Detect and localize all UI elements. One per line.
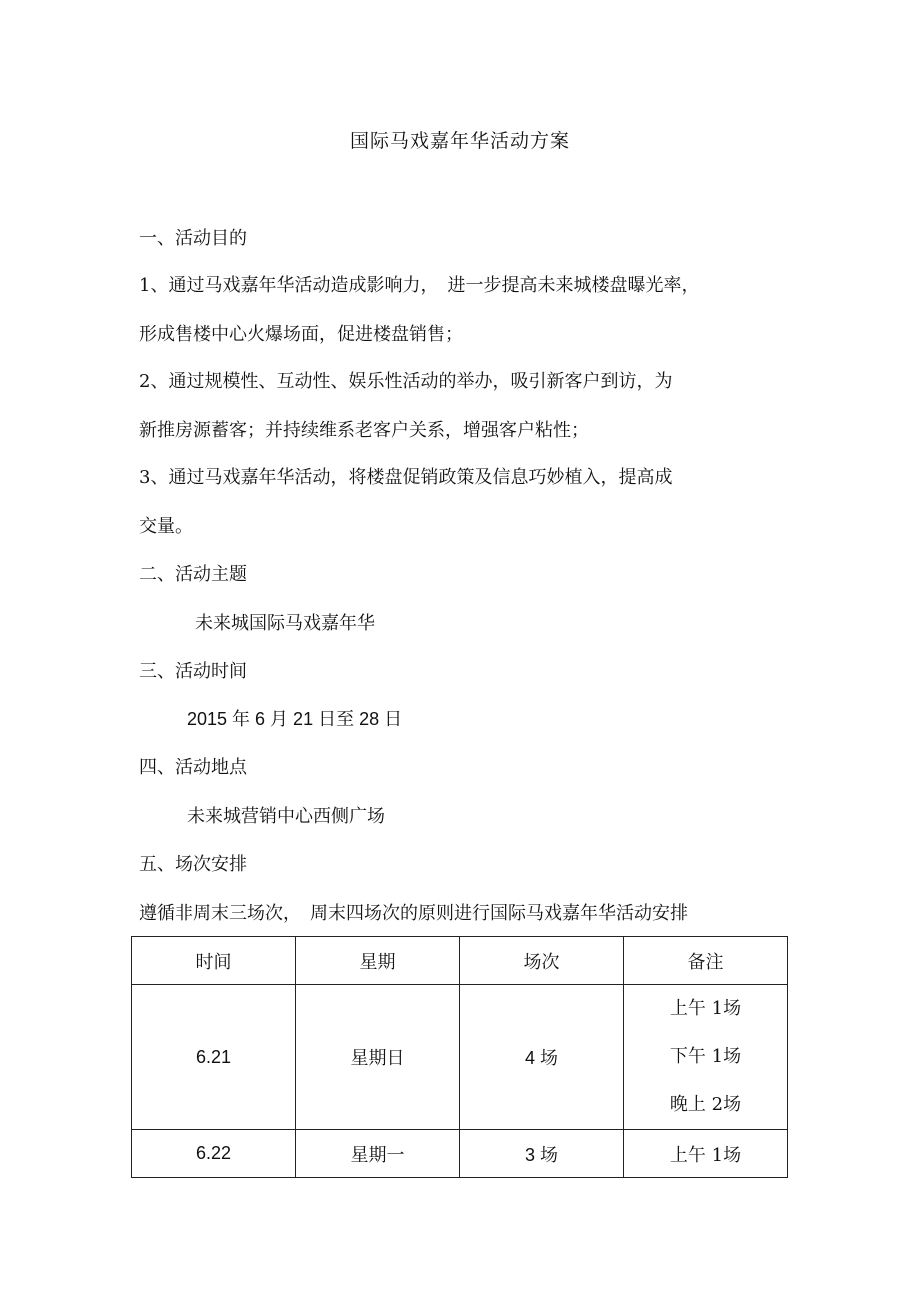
section-1-heading: 一、活动目的 — [139, 228, 247, 249]
paragraph-1-line-2: 形成售楼中心火爆场面，促进楼盘销售； — [139, 324, 463, 345]
note-line: 晚上 2场 — [669, 1094, 742, 1115]
row-sessions: 3 场 — [460, 1130, 624, 1178]
row-date: 6.22 — [132, 1130, 296, 1178]
schedule-table — [131, 936, 788, 1178]
schedule-intro: 遵循非周末三场次， 周末四场次的原则进行国际马戏嘉年华活动安排 — [139, 903, 688, 924]
row-date: 6.21 — [132, 985, 296, 1130]
section-5-heading: 五、场次安排 — [139, 854, 247, 875]
row-weekday: 星期日 — [296, 985, 460, 1130]
row-sessions: 4 场 — [460, 985, 624, 1130]
note-line: 上午 1场 — [669, 998, 742, 1019]
document-title: 国际马戏嘉年华活动方案 — [349, 130, 570, 152]
table-header-row — [132, 937, 788, 985]
section-2-heading: 二、活动主题 — [139, 564, 247, 585]
paragraph-3-line-1: 3、通过马戏嘉年华活动，将楼盘促销政策及信息巧妙植入，提高成 — [139, 467, 673, 488]
paragraph-2-line-1: 2、通过规模性、互动性、娱乐性活动的举办，吸引新客户到访，为 — [139, 371, 673, 392]
header-sessions: 场次 — [460, 937, 624, 985]
theme-text: 未来城国际马戏嘉年华 — [195, 613, 375, 634]
header-weekday: 星期 — [296, 937, 460, 985]
row-notes — [624, 985, 788, 1130]
header-notes: 备注 — [624, 937, 788, 985]
paragraph-1-line-1: 1、通过马戏嘉年华活动造成影响力， 进一步提高未来城楼盘曝光率， — [139, 275, 700, 296]
row-weekday: 星期一 — [296, 1130, 460, 1178]
paragraph-2-line-2: 新推房源蓄客；并持续维系老客户关系，增强客户粘性； — [139, 420, 589, 441]
section-4-heading: 四、活动地点 — [139, 757, 247, 778]
place-text: 未来城营销中心西侧广场 — [187, 806, 385, 827]
header-time: 时间 — [132, 937, 296, 985]
time-text: 2015 年 6 月 21 日至 28 日 — [187, 709, 403, 729]
paragraph-3-line-2: 交量。 — [139, 516, 193, 537]
row-notes: 上午 1场 — [624, 1130, 788, 1178]
note-line: 下午 1场 — [669, 1046, 742, 1067]
section-3-heading: 三、活动时间 — [139, 661, 247, 682]
table-row — [132, 985, 788, 1130]
table-row — [132, 1130, 788, 1178]
